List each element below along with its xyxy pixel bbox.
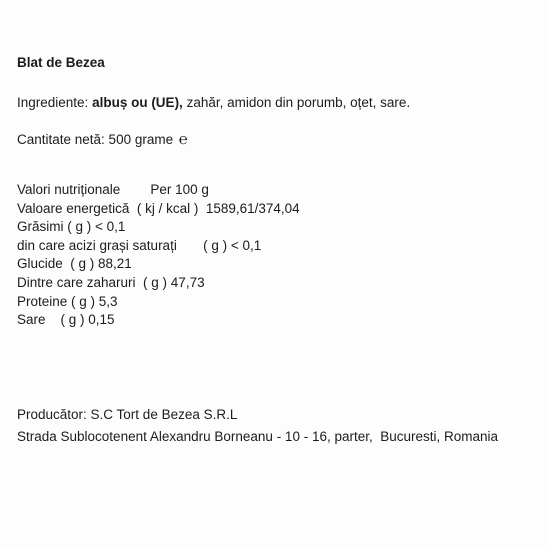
nutrition-row-sugars: Dintre care zaharuri ( g ) 47,73 <box>17 274 205 290</box>
nutrition-row-protein: Proteine ( g ) 5,3 <box>17 293 118 309</box>
ingredients-allergen: albuș ou (UE), <box>92 95 183 110</box>
producer-name: Producător: S.C Tort de Bezea S.R.L <box>17 406 238 422</box>
ingredients-label: Ingrediente: <box>17 95 93 110</box>
nutrition-row-salt: Sare ( g ) 0,15 <box>17 312 115 328</box>
ingredients-line <box>17 95 542 112</box>
ingredients-rest: zahăr, amidon din porumb, oțet, sare. <box>182 95 411 110</box>
net-quantity-text: Cantitate netă: 500 grame <box>17 132 174 147</box>
nutrition-header: Valori nutriționale Per 100 g <box>17 182 209 197</box>
producer-info <box>17 407 542 451</box>
nutrition-row-carbohydrates: Glucide ( g ) 88,21 <box>17 256 132 272</box>
net-quantity-line <box>17 131 542 148</box>
product-title: Blat de Bezea <box>17 55 105 70</box>
nutrition-table <box>17 182 542 331</box>
producer-address: Strada Sublocotenent Alexandru Borneanu - 10 - 16, parter, Bucuresti, Romania <box>17 428 499 444</box>
estimated-sign-icon: ℮ <box>178 130 188 148</box>
product-label-document <box>17 55 542 451</box>
nutrition-row-fat: Grăsimi ( g ) < 0,1 <box>17 219 126 235</box>
nutrition-row-energy: Valoare energetică ( kj / kcal ) 1589,61/374,04 <box>17 200 300 216</box>
nutrition-row-saturated-fat: din care acizi grași saturați ( g ) < 0,1 <box>17 237 262 253</box>
